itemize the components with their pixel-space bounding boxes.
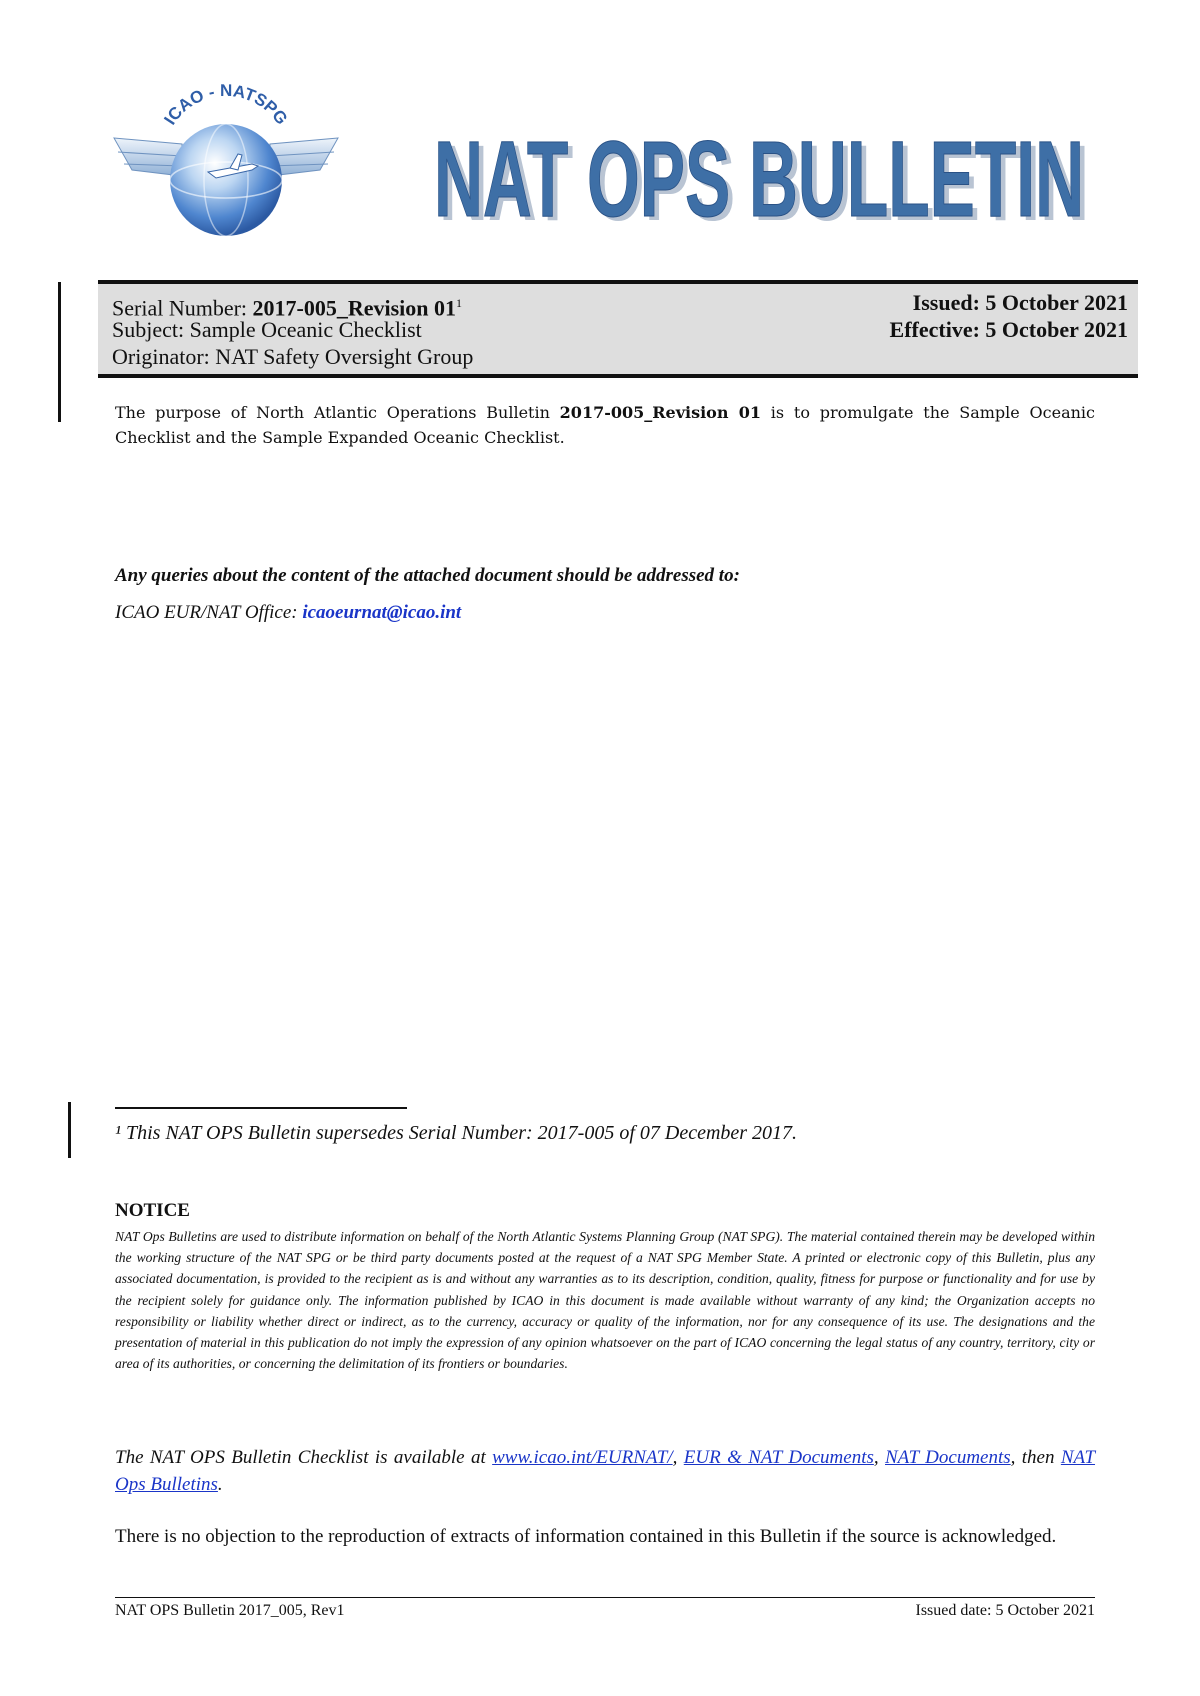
purpose-serial: 2017-005_Revision 01 [559, 403, 762, 422]
footnote: ¹ This NAT OPS Bulletin supersedes Serial Number: 2017-005 of 07 December 2017. [115, 1122, 798, 1144]
bulletin-header [98, 280, 1138, 378]
nat-documents-link[interactable]: NAT Documents [885, 1447, 1011, 1468]
footnote-rule [115, 1107, 407, 1109]
bulletin-title [430, 108, 1110, 228]
contact-email-link[interactable]: icaoeurnat@icao.int [302, 602, 462, 623]
subject: Subject: Sample Oceanic Checklist [112, 317, 422, 342]
contact-label: ICAO EUR/NAT Office: [115, 602, 303, 623]
footnote-ref: 1 [456, 296, 463, 310]
checklist-availability [115, 1444, 1095, 1498]
notice-body: NAT Ops Bulletins are used to distribute information on behalf of the North Atlantic Systems Planning Group (NAT SPG). The material contained therein may be developed within the working structure of the NAT SPG or be third party documents posted at the request of a NAT SPG Member State. A printed or electronic copy of this Bulletin, plus any associated documentation, is provided to the recipient as is and without any warranties as to its description, condition, quality, fitness for purpose or functionality and for use by the recipient solely for guidance only. The information published by ICAO in this document is made available without warranty of any kind; the Organization accepts no responsibility or liability whether direct or indirect, as to the currency, accuracy or quality of the information, nor for any consequence of its use. The designations and the presentation of material in this publication do not imply the expression of any opinion whatsoever on the part of ICAO concerning the legal status of any country, territory, city or area of its authorities, or concerning the delimitation of its frontiers or boundaries. [115, 1229, 1095, 1372]
purpose-paragraph [115, 400, 1095, 450]
issued-date: Issued: 5 October 2021 [912, 290, 1128, 315]
contact-line [115, 602, 1095, 624]
queries-heading: Any queries about the content of the attached document should be addressed to: [115, 565, 740, 586]
change-bar [68, 1102, 71, 1158]
bulletin-title-shadow: NAT OPS BULLETIN [439, 122, 1089, 228]
footer-rule [115, 1597, 1095, 1598]
bulletin-title-text: NAT OPS BULLETIN [434, 118, 1084, 228]
effective-date: Effective: 5 October 2021 [889, 317, 1128, 342]
eurnat-link[interactable]: www.icao.int/EURNAT/ [492, 1447, 673, 1468]
checklist-text: The NAT OPS Bulletin Checklist is available at [115, 1447, 493, 1468]
change-bar [58, 282, 61, 422]
footer-document-id: NAT OPS Bulletin 2017_005, Rev1 [115, 1602, 345, 1619]
serial-label: Serial Number: [112, 295, 253, 321]
nat-ops-bulletins-link[interactable]: NAT Ops Bulletins [115, 1447, 1096, 1495]
logo-text: ICAO - NATSPG [160, 80, 292, 129]
purpose-text: The purpose of North Atlantic Operations Bulletin [115, 403, 560, 422]
icao-natspg-logo [112, 80, 340, 238]
separator: . [217, 1474, 223, 1495]
footer-issued-date: Issued date: 5 October 2021 [915, 1602, 1095, 1619]
notice-heading: NOTICE [115, 1200, 190, 1221]
reproduction-statement: There is no objection to the reproduction of extracts of information contained in this Bulletin if the source is acknowledged. [115, 1526, 1057, 1547]
svg-text:ICAO - NATSPG [160, 81, 291, 128]
originator: Originator: NAT Safety Oversight Group [112, 344, 474, 369]
eur-nat-documents-link[interactable]: EUR & NAT Documents [683, 1447, 874, 1468]
serial-value: 2017-005_Revision 01 [252, 295, 457, 321]
separator: , then [1010, 1447, 1061, 1468]
purpose-text: is to promulgate the Sample Oceanic Checklist and the Sample Expanded Oceanic Checklist. [115, 403, 1096, 447]
separator: , [672, 1447, 684, 1468]
separator: , [873, 1447, 885, 1468]
